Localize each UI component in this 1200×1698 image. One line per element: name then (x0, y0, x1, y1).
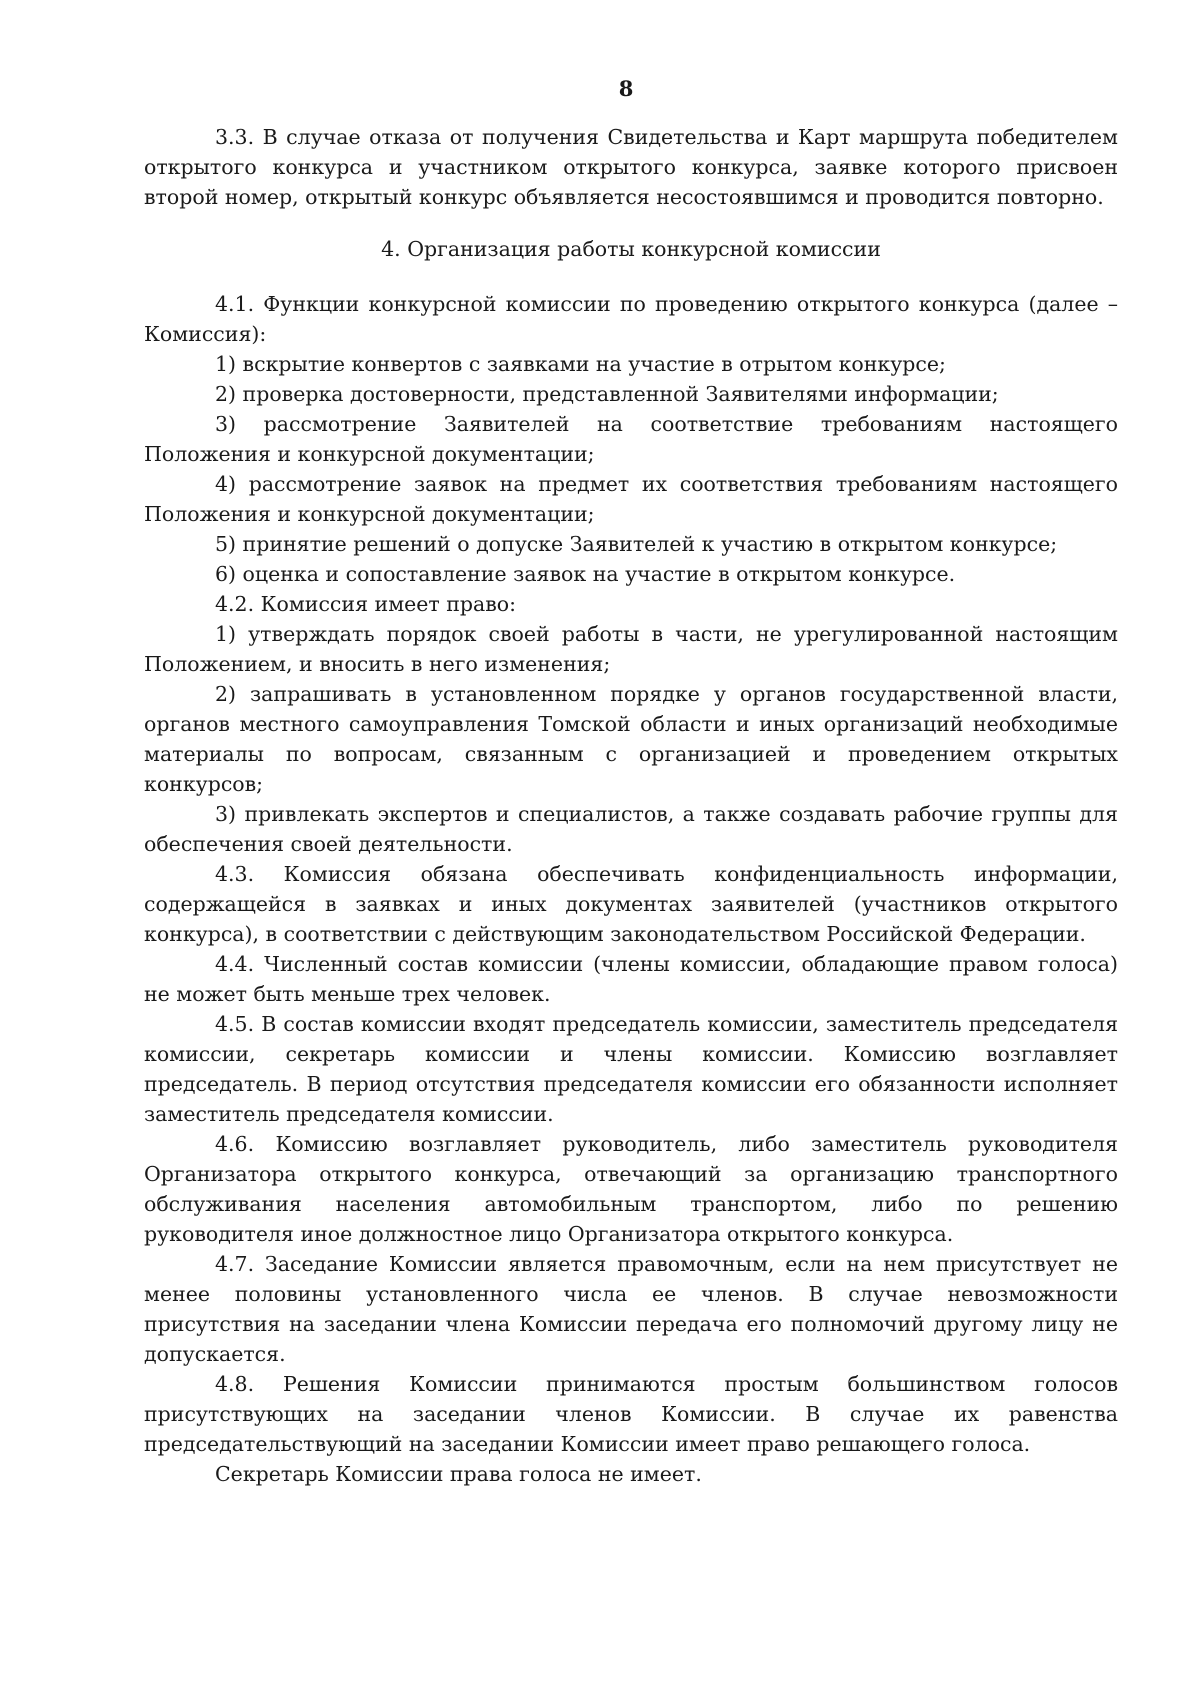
text-line: 1) утверждать порядок своей работы в части, не урегулированной настоящим (215, 622, 1118, 646)
text-line: менее половины установленного числа ее членов. В случае невозможности (144, 1282, 1118, 1306)
text-line: председательствующий на заседании Комиссии имеет право решающего голоса. (144, 1432, 1031, 1456)
text-line: 2) запрашивать в установленном порядке у органов государственной власти, (215, 682, 1118, 706)
paragraph (144, 409, 1118, 469)
text-line: 6) оценка и сопоставление заявок на участие в открытом конкурсе. (215, 562, 956, 586)
paragraph (144, 559, 1118, 589)
text-line: 4.8. Решения Комиссии принимаются простым большинством голосов (215, 1372, 1118, 1396)
text-line: 4.7. Заседание Комиссии является правомочным, если на нем присутствует не (215, 1252, 1118, 1276)
paragraph-3-3 (144, 122, 1118, 212)
text-line: руководителя иное должностное лицо Организатора открытого конкурса. (144, 1222, 954, 1246)
paragraph (144, 349, 1118, 379)
paragraph (144, 529, 1118, 559)
paragraph (144, 679, 1118, 799)
text-line: обеспечения своей деятельности. (144, 832, 513, 856)
paragraph (144, 469, 1118, 529)
page-number: 8 (618, 76, 634, 101)
text-line: 5) принятие решений о допуске Заявителей к участию в открытом конкурсе; (215, 532, 1058, 556)
text-line: 4.1. Функции конкурсной комиссии по проведению открытого конкурса (далее – (215, 292, 1118, 316)
text-line: 3) привлекать экспертов и специалистов, а также создавать рабочие группы для (215, 802, 1118, 826)
paragraph (144, 379, 1118, 409)
text-line: материалы по вопросам, связанным с организацией и проведением открытых (144, 742, 1118, 766)
text-line: 4.4. Численный состав комиссии (члены комиссии, обладающие правом голоса) (215, 952, 1118, 976)
text-line: содержащейся в заявках и иных документах заявителей (участников открытого (144, 892, 1118, 916)
text-line: конкурсов; (144, 772, 264, 796)
paragraph (144, 1009, 1118, 1129)
paragraph (144, 949, 1118, 1009)
text-line: открытого конкурса и участником открытого конкурса, заявке которого присвоен (144, 155, 1118, 179)
text-line: Организатора открытого конкурса, отвечающий за организацию транспортного (144, 1162, 1118, 1186)
text-line: 3.3. В случае отказа от получения Свидетельства и Карт маршрута победителем (215, 125, 1118, 149)
text-line: конкурса), в соответствии с действующим законодательством Российской Федерации. (144, 922, 1086, 946)
paragraph (144, 1129, 1118, 1249)
document-body (144, 122, 1118, 1489)
text-line: 2) проверка достоверности, представленной Заявителями информации; (215, 382, 999, 406)
paragraph (144, 799, 1118, 859)
text-line: органов местного самоуправления Томской области и иных организаций необходимые (144, 712, 1118, 736)
text-line: 4.6. Комиссию возглавляет руководитель, либо заместитель руководителя (215, 1132, 1118, 1156)
text-line: присутствующих на заседании членов Комиссии. В случае их равенства (144, 1402, 1118, 1426)
text-line: 4.2. Комиссия имеет право: (215, 592, 517, 616)
text-line: допускается. (144, 1342, 286, 1366)
paragraph (144, 1459, 1118, 1489)
text-line: не может быть меньше трех человек. (144, 982, 551, 1006)
text-line: заместитель председателя комиссии. (144, 1102, 554, 1126)
text-line: комиссии, секретарь комиссии и члены комиссии. Комиссию возглавляет (144, 1042, 1118, 1066)
text-line: Положения и конкурсной документации; (144, 502, 595, 526)
text-line: 4.5. В состав комиссии входят председатель комиссии, заместитель председателя (215, 1012, 1118, 1036)
section-4-body (144, 289, 1118, 1489)
text-line: председатель. В период отсутствия председателя комиссии его обязанности исполняет (144, 1072, 1118, 1096)
section-4-heading: 4. Организация работы конкурсной комиссии (381, 237, 881, 261)
text-line: второй номер, открытый конкурс объявляется несостоявшимся и проводится повторно. (144, 185, 1104, 209)
text-line: 1) вскрытие конвертов с заявками на участие в отрытом конкурсе; (215, 352, 946, 376)
paragraph (144, 1369, 1118, 1459)
text-line: Комиссия): (144, 322, 267, 346)
text-line: Секретарь Комиссии права голоса не имеет. (215, 1462, 702, 1486)
text-line: 4.3. Комиссия обязана обеспечивать конфиденциальность информации, (215, 862, 1118, 886)
paragraph (144, 589, 1118, 619)
text-line: 3) рассмотрение Заявителей на соответствие требованиям настоящего (215, 412, 1118, 436)
text-line: присутствия на заседании члена Комиссии передача его полномочий другому лицу не (144, 1312, 1118, 1336)
text-line: Положением, и вносить в него изменения; (144, 652, 611, 676)
text-line: Положения и конкурсной документации; (144, 442, 595, 466)
text-line: обслуживания населения автомобильным транспортом, либо по решению (144, 1192, 1118, 1216)
paragraph (144, 289, 1118, 349)
text-line: 4) рассмотрение заявок на предмет их соответствия требованиям настоящего (215, 472, 1118, 496)
paragraph (144, 619, 1118, 679)
paragraph (144, 1249, 1118, 1369)
paragraph (144, 859, 1118, 949)
